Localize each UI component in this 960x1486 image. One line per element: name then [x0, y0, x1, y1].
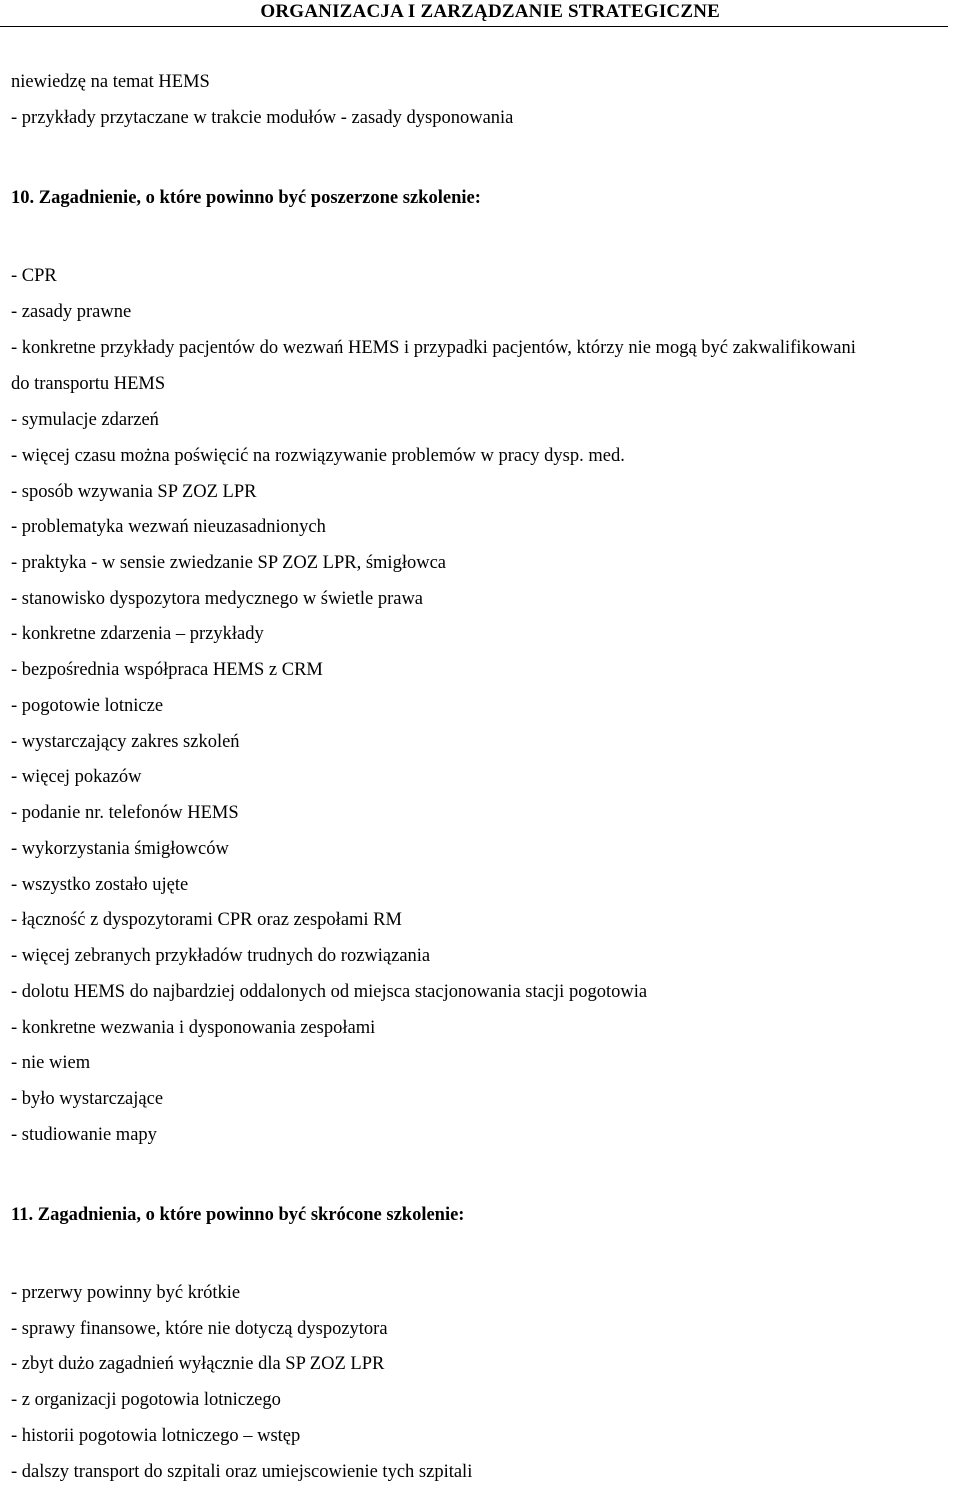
list-item: - z organizacji pogotowia lotniczego: [11, 1390, 281, 1410]
list-item: - historii pogotowia lotniczego – wstęp: [11, 1426, 301, 1446]
list-item: - problematyka wezwań nieuzasadnionych: [11, 517, 326, 537]
list-item: - konkretne zdarzenia – przykłady: [11, 624, 264, 644]
list-item: - podanie nr. telefonów HEMS: [11, 803, 239, 823]
page-header: [0, 0, 948, 27]
list-item: - dolotu HEMS do najbardziej oddalonych od miejsca stacjonowania stacji pogotowia: [11, 982, 648, 1002]
list-item: - więcej czasu można poświęcić na rozwiązywanie problemów w pracy dysp. med.: [11, 446, 625, 466]
section-10-heading: 10. Zagadnienie, o które powinno być poszerzone szkolenie:: [11, 188, 481, 208]
list-item: - więcej zebranych przykładów trudnych do rozwiązania: [11, 946, 431, 966]
list-item: do transportu HEMS: [11, 374, 166, 394]
list-item: - sprawy finansowe, które nie dotyczą dyspozytora: [11, 1319, 388, 1339]
list-item: - sposób wzywania SP ZOZ LPR: [11, 482, 257, 502]
list-item: - konkretne przykłady pacjentów do wezwań HEMS i przypadki pacjentów, którzy nie mogą być zakwalifikowani: [11, 338, 856, 358]
list-item: - przerwy powinny być krótkie: [11, 1283, 241, 1303]
list-item: - stanowisko dyspozytora medycznego w świetle prawa: [11, 589, 424, 609]
list-item: - symulacje zdarzeń: [11, 410, 159, 430]
list-item: - więcej pokazów: [11, 767, 142, 787]
list-item: - studiowanie mapy: [11, 1125, 157, 1145]
page-title: ORGANIZACJA I ZARZĄDZANIE STRATEGICZNE: [260, 1, 720, 22]
intro-line: niewiedzę na temat HEMS: [11, 72, 210, 92]
list-item: - wystarczający zakres szkoleń: [11, 732, 240, 752]
list-item: - nie wiem: [11, 1053, 91, 1073]
list-item: - wykorzystania śmigłowców: [11, 839, 229, 859]
list-item: - konkretne wezwania i dysponowania zespołami: [11, 1018, 376, 1038]
list-item: - łączność z dyspozytorami CPR oraz zespołami RM: [11, 910, 402, 930]
list-item: - CPR: [11, 266, 57, 286]
section-11-heading: 11. Zagadnienia, o które powinno być skrócone szkolenie:: [11, 1205, 465, 1225]
list-item: - zasady prawne: [11, 302, 132, 322]
list-item: - zbyt dużo zagadnień wyłącznie dla SP ZOZ LPR: [11, 1354, 385, 1374]
list-item: - praktyka - w sensie zwiedzanie SP ZOZ LPR, śmigłowca: [11, 553, 446, 573]
list-item: - było wystarczające: [11, 1089, 164, 1109]
list-item: - pogotowie lotnicze: [11, 696, 164, 716]
list-item: - bezpośrednia współpraca HEMS z CRM: [11, 660, 323, 680]
intro-line: - przykłady przytaczane w trakcie modułów - zasady dysponowania: [11, 108, 514, 128]
list-item: - wszystko zostało ujęte: [11, 875, 189, 895]
list-item: - dalszy transport do szpitali oraz umiejscowienie tych szpitali: [11, 1462, 473, 1482]
